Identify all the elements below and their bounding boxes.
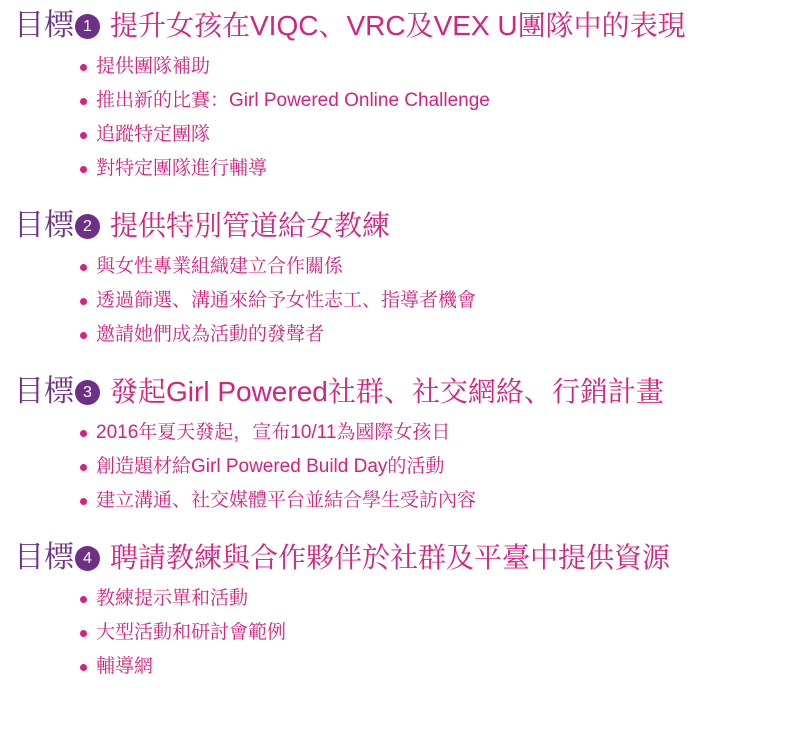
goal-number-badge-3: 3: [75, 380, 100, 405]
goal-block-3: [0, 374, 800, 518]
goal-block-2: [0, 208, 800, 352]
goal-label-4: 目標: [14, 541, 74, 574]
goal-title-1: 提升女孩在VIQC、VRC及VEX U團隊中的表現: [110, 10, 686, 41]
list-item: 大型活動和研討會範例: [96, 616, 800, 650]
goal-block-4: [0, 540, 800, 684]
goal-bullets-3: [0, 416, 800, 518]
goal-title-4: 聘請教練與合作夥伴於社群及平臺中提供資源: [110, 542, 671, 573]
goal-number-badge-1: 1: [75, 14, 100, 39]
list-item: 推出新的比賽：Girl Powered Online Challenge: [96, 84, 800, 118]
goal-label-3: 目標: [14, 375, 74, 408]
goal-bullets-1: [0, 50, 800, 186]
list-item: 教練提示單和活動: [96, 582, 800, 616]
list-item: 創造題材給Girl Powered Build Day的活動: [96, 450, 800, 484]
document-page: [0, 8, 800, 756]
list-item: 對特定團隊進行輔導: [96, 152, 800, 186]
list-item: 與女性專業組織建立合作關係: [96, 250, 800, 284]
list-item: 2016年夏天發起，宣布10/11為國際女孩日: [96, 416, 800, 450]
goal-block-1: [0, 8, 800, 186]
list-item: 輔導網: [96, 650, 800, 684]
goal-label-1: 目標: [14, 9, 74, 42]
list-item: 提供團隊補助: [96, 50, 800, 84]
goal-header-1: [14, 8, 800, 44]
list-item: 建立溝通、社交媒體平台並結合學生受訪內容: [96, 484, 800, 518]
goal-bullets-2: [0, 250, 800, 352]
goal-bullets-4: [0, 582, 800, 684]
goal-number-badge-2: 2: [75, 214, 100, 239]
list-item: 追蹤特定團隊: [96, 118, 800, 152]
goal-label-2: 目標: [14, 209, 74, 242]
goal-title-2: 提供特別管道給女教練: [110, 210, 391, 241]
list-item: 邀請她們成為活動的發聲者: [96, 318, 800, 352]
goal-header-2: [14, 208, 800, 244]
list-item: 透過篩選、溝通來給予女性志工、指導者機會: [96, 284, 800, 318]
goal-title-3: 發起Girl Powered社群、社交網絡、行銷計畫: [110, 376, 664, 407]
goal-header-3: [14, 374, 800, 410]
goal-header-4: [14, 540, 800, 576]
goal-number-badge-4: 4: [75, 546, 100, 571]
